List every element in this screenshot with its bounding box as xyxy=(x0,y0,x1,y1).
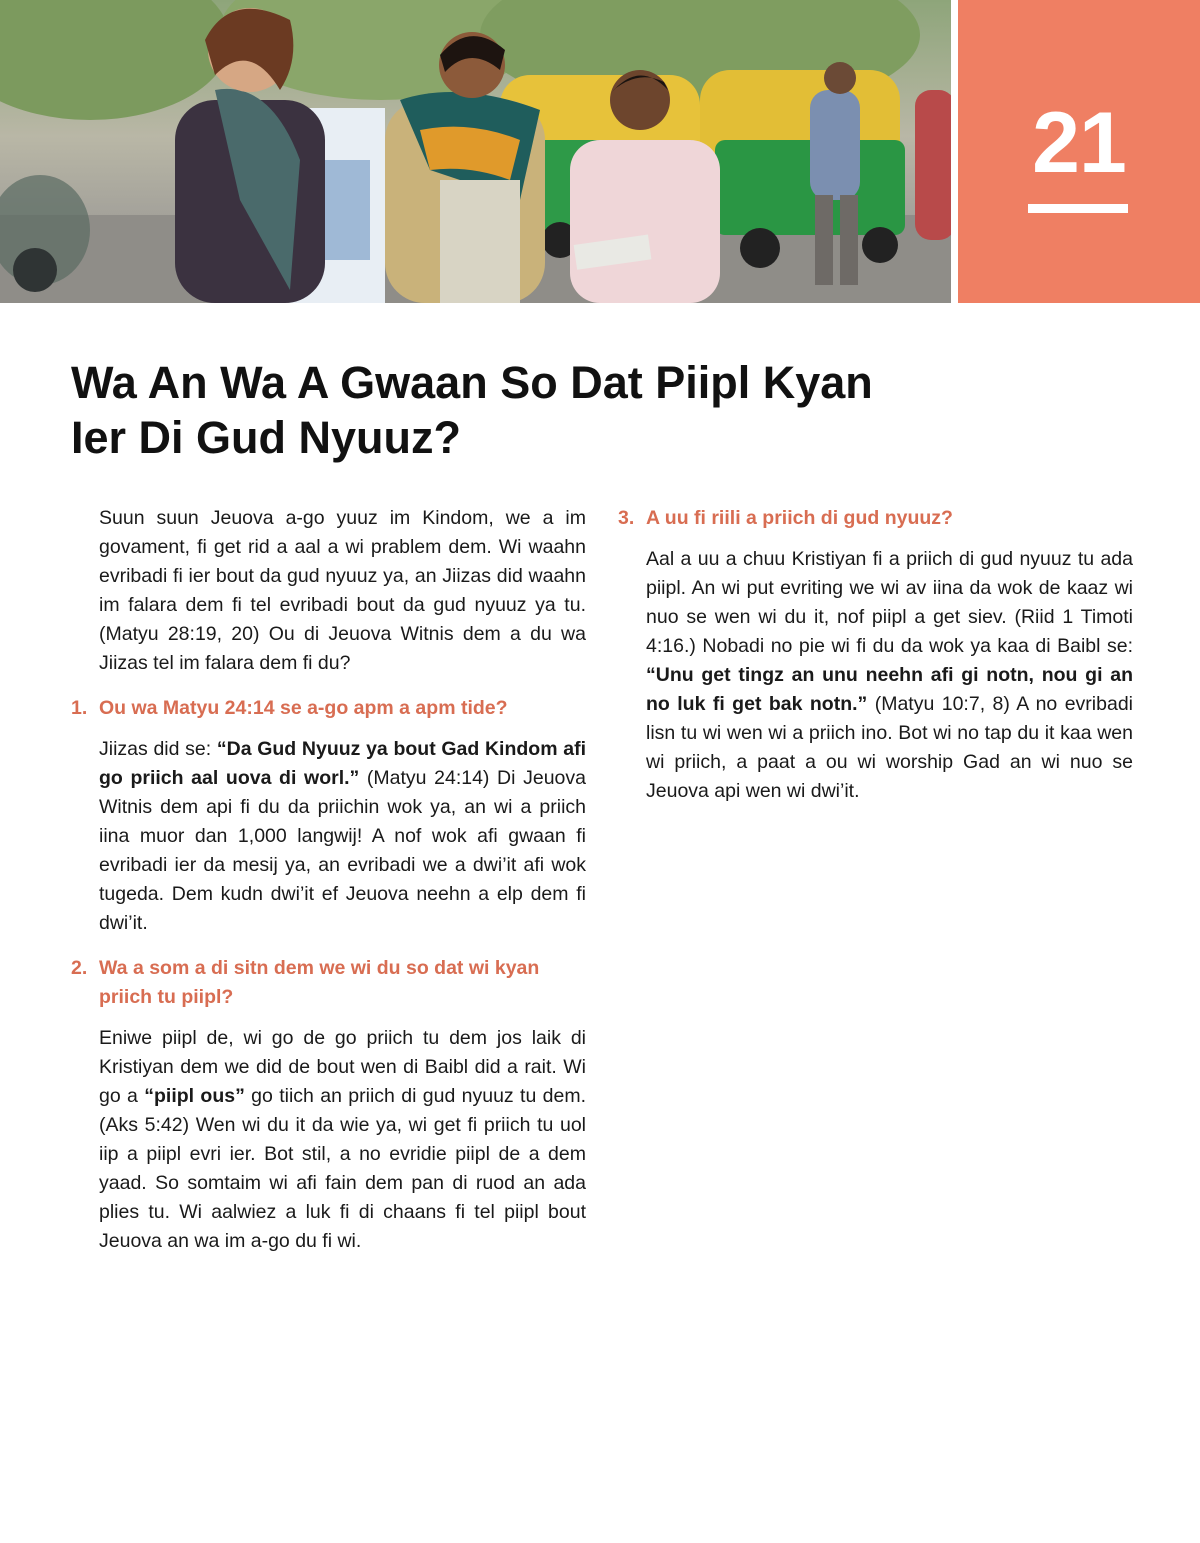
intro-paragraph: Suun suun Jeuova a-go yuuz im Kindom, we a im govament, fi get rid a aal a wi prablem dem. Wi waahn evribadi fi ier bout da gud nyuuz ya, an Jiizas did waahn im falara dem fi tel evribadi bout da gud nyuuz ya tu. (Matyu 28:19, 20) Ou di Jeuova Witnis dem a du wa Jiizas tel im falara dem fi du? xyxy=(99,507,586,674)
question-3-heading xyxy=(618,504,1133,533)
question-1-number: 1. xyxy=(71,697,88,719)
answer-1-scripture-quote: “Da Gud Nyuuz ya bout Gad Kindom afi go priich aal uova di worl.” xyxy=(99,738,586,789)
answer-2-paragraph xyxy=(71,1024,586,1256)
answer-2-text-a: Eniwe piipl de, wi go de go priich tu dem jos laik di Kristiyan dem we did de bout wen di Baibl did a rait. Wi go a xyxy=(99,1027,586,1107)
question-3-number: 3. xyxy=(618,507,635,529)
lesson-title: Wa An Wa A Gwaan So Dat Piipl Kyan Ier Di Gud Nyuuz? xyxy=(71,357,873,463)
answer-3-scripture-quote: “Unu get tingz an unu neehn afi gi notn, nou gi an no luk fi get bak notn.” xyxy=(646,664,1133,715)
answer-1-paragraph xyxy=(71,735,586,938)
lesson-number-underline xyxy=(1028,204,1128,213)
street-scene-illustration xyxy=(0,0,951,303)
lesson-number: 21 xyxy=(1032,95,1126,191)
answer-1-text-a: Jiizas did se: xyxy=(99,738,217,760)
answer-3-text-b: (Matyu 10:7, 8) A no evribadi lisn tu wi wen wi a priich ino. Bot wi no tap du it kaa wen wi priich, a paat a ou wi worship Gad an wi nuo se Jeuova api wen wi dwi’it. xyxy=(646,693,1133,802)
answer-1-text-b: (Matyu 24:14) Di Jeuova Witnis dem api fi du da priichin wok ya, an wi a priich iina muor dan 1,000 langwij! A nof wok afi gwaan fi evribadi ier da mesij ya, an evribadi we a dwi’it afi wok tugeda. Dem kudn dwi’it ef Jeuova neehn a elp dem fi dwi’it. xyxy=(99,767,586,934)
question-3-text: A uu fi riili a priich di gud nyuuz? xyxy=(646,507,953,529)
question-2-text: Wa a som a di sitn dem we wi du so dat wi kyan priich tu piipl? xyxy=(99,957,540,1008)
question-1-heading xyxy=(71,694,586,723)
answer-2-bold-phrase: “piipl ous” xyxy=(144,1085,245,1107)
answer-3-text-a: Aal a uu a chuu Kristiyan fi a priich di gud nyuuz tu ada piipl. An wi put evriting we wi av iina da wok de kaaz wi nuo se wen wi du it, nof piipl a get siev. (Riid 1 Timoti 4:16.) Nobadi no pie wi fi du da wok ya kaa di Baibl se: xyxy=(646,548,1133,657)
answer-3-paragraph xyxy=(618,545,1133,806)
left-column xyxy=(71,504,586,1256)
answer-2-text-b: go tiich an priich di gud nyuuz tu dem. (Aks 5:42) Wen wi du it da wie ya, wi get fi priich tu uol iip a piipl evri ier. Bot stil, a no evridie piipl de a dem yaad. So somtaim wi afi fain dem pan di ruod an ada plies tu. Wi aalwiez a luk fi di chaans fi tel piipl bout Jeuova an wa im a-go du fi wi. xyxy=(99,1085,586,1252)
question-2-number: 2. xyxy=(71,957,88,979)
question-1-text: Ou wa Matyu 24:14 se a-go apm a apm tide? xyxy=(99,697,508,719)
question-2-heading xyxy=(71,954,586,1012)
header-photo xyxy=(0,0,951,303)
right-column xyxy=(618,504,1133,806)
lesson-number-badge xyxy=(958,0,1200,303)
